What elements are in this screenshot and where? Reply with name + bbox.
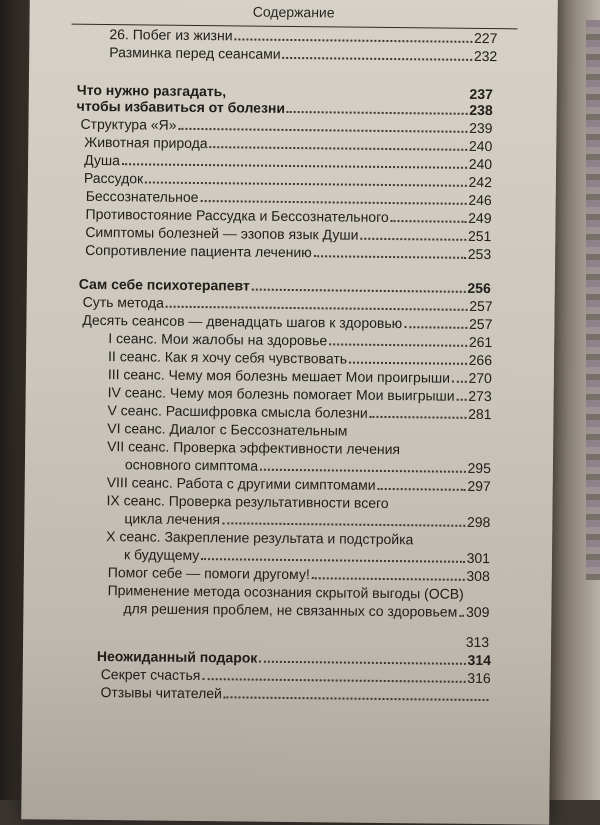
toc-entry-title: Секрет счастья <box>100 666 201 684</box>
toc-entry <box>108 330 492 350</box>
toc-entry-page: 308 <box>466 567 490 585</box>
toc-leader-dots <box>459 615 464 617</box>
book-page <box>21 0 558 825</box>
toc-entry <box>108 582 490 602</box>
toc-entry-page: 227 <box>473 29 498 47</box>
toc-entry-page: 251 <box>467 227 492 245</box>
toc-entry <box>106 492 490 512</box>
toc-leader-dots <box>259 661 465 665</box>
toc-leader-dots <box>457 399 467 401</box>
toc-entry <box>109 44 497 64</box>
toc-leader-dots <box>122 163 467 169</box>
toc-entry-page: 314 <box>467 651 491 669</box>
toc-entry-title: Сам себе психотерапевт <box>78 275 250 294</box>
toc-entry-page: 237 <box>469 85 493 103</box>
toc-entry-title: Душа <box>84 151 121 169</box>
toc-leader-dots <box>252 289 466 293</box>
toc-leader-dots <box>210 146 467 151</box>
toc-leader-dots <box>391 220 466 223</box>
toc-entry <box>84 134 492 154</box>
toc-entry-title: Структура «Я» <box>80 115 177 133</box>
toc-entry <box>107 474 491 494</box>
toc-entry-title: к будущему <box>123 546 200 564</box>
toc-leader-dots <box>145 181 466 186</box>
toc-entry <box>124 546 490 566</box>
toc-entry <box>100 684 490 704</box>
toc-entry-title: Суть метода <box>82 293 165 311</box>
toc-entry <box>109 26 497 46</box>
toc-entry <box>108 384 492 404</box>
toc-entry-title: VII сеанс. Проверка эффективности лечения <box>107 438 401 458</box>
toc-entry-page: 246 <box>468 191 492 209</box>
toc-entry-title: III сеанс. Чему моя болезнь мешает Мои проигрыши <box>107 366 451 386</box>
toc-entry <box>123 600 489 620</box>
toc-entry <box>84 170 492 190</box>
toc-entry-title: V сеанс. Расшифровка смысла болезни <box>107 402 368 421</box>
toc-entry-page: 309 <box>465 603 490 621</box>
toc-entry-page: 301 <box>466 549 491 567</box>
toc-entry-title: основного симптома <box>124 456 259 474</box>
toc-entry-page: 238 <box>469 101 493 119</box>
toc-entry-title: Животная природа <box>84 133 208 152</box>
toc-entry <box>108 348 492 368</box>
toc-entry-title: X сеанс. Закрепление результата и подстройка <box>106 528 414 548</box>
toc-leader-dots <box>287 111 467 115</box>
table-of-contents <box>21 0 558 825</box>
toc-entry-page: 281 <box>468 405 492 423</box>
toc-entry <box>125 456 491 476</box>
toc-entry <box>383 633 489 650</box>
toc-entry-page: 257 <box>468 315 493 333</box>
toc-entry-title: цикла лечения <box>124 510 221 528</box>
toc-entry-page: 316 <box>467 669 491 687</box>
toc-leader-dots <box>202 678 465 683</box>
toc-leader-dots <box>283 57 472 61</box>
toc-entry-page: 240 <box>468 155 493 173</box>
toc-entry-title: Симптомы болезней — эзопов язык Души <box>85 223 359 243</box>
toc-entry-title: Неожиданный подарок <box>96 647 258 666</box>
toc-entry-page: 256 <box>467 279 491 297</box>
toc-leader-dots <box>360 238 466 241</box>
toc-leader-dots <box>370 416 466 419</box>
toc-entry <box>124 510 490 530</box>
toc-entry-title: Сопротивление пациента лечению <box>85 241 312 261</box>
toc-leader-dots <box>452 381 467 383</box>
toc-leader-dots <box>260 469 465 473</box>
toc-leader-dots <box>314 255 466 259</box>
toc-leader-dots <box>200 200 466 205</box>
toc-leader-dots <box>178 128 467 133</box>
toc-entry <box>80 116 492 136</box>
toc-leader-dots <box>329 343 467 346</box>
toc-entry-title: Бессознательное <box>85 187 199 206</box>
toc-entry-page: 257 <box>469 297 493 315</box>
toc-entry-page: 240 <box>468 137 493 155</box>
toc-entry-page: 295 <box>467 459 492 477</box>
toc-entry-page: 270 <box>468 369 492 387</box>
toc-entry-title: Рассудок <box>83 169 144 187</box>
toc-entry-title: Применение метода осознания скрытой выгоды (ОСВ) <box>107 582 464 602</box>
toc-entry-page: 253 <box>467 245 492 263</box>
toc-entry <box>108 366 492 386</box>
toc-entry-title: VI сеанс. Диалог с Бессознательным <box>107 420 348 439</box>
book-edge-pattern <box>586 20 600 580</box>
toc-entry-title: I сеанс. Мои жалобы на здоровье <box>108 330 328 349</box>
toc-entry-title: Разминка перед сеансами <box>109 44 281 62</box>
toc-entry <box>107 438 491 458</box>
toc-entry-title: Отзывы читателей <box>100 684 223 702</box>
toc-entry-title: Что нужно разгадать, <box>76 81 227 100</box>
toc-leader-dots <box>201 558 464 563</box>
toc-entry-title: 26. Побег из жизни <box>109 26 233 44</box>
toc-entry-page: 273 <box>468 387 492 405</box>
toc-entry-title: для решения проблем, не связанных со здоровьем <box>123 600 458 620</box>
toc-leader-dots <box>222 522 465 527</box>
toc-entry <box>85 206 491 226</box>
toc-entry <box>83 294 493 314</box>
toc-entry <box>108 564 490 584</box>
toc-entry-page: 298 <box>466 513 491 531</box>
toc-section <box>97 648 491 668</box>
toc-entry-title: чтобы избавиться от болезни <box>76 97 286 116</box>
toc-leader-dots <box>349 362 467 365</box>
toc-entry-title: IV сеанс. Чему моя болезнь помогает Мои выигрыши <box>107 384 455 404</box>
toc-leader-dots <box>378 488 466 491</box>
toc-entry <box>84 152 492 172</box>
toc-entry-title: VIII сеанс. Работа с другими симптомами <box>106 474 376 493</box>
toc-entry <box>106 528 490 548</box>
toc-entry <box>101 666 491 686</box>
page-header: Содержание <box>252 3 335 21</box>
toc-entry <box>82 312 492 332</box>
toc-section <box>77 98 493 118</box>
toc-entry-page: 266 <box>468 351 493 369</box>
toc-entry-page: 239 <box>469 119 493 137</box>
toc-section <box>79 276 491 296</box>
toc-entry-page: 313 <box>465 633 490 651</box>
toc-entry-title: Противостояние Рассудка и Бессознательного <box>85 205 389 226</box>
toc-entry-title: Помог себе — помоги другому! <box>107 564 310 583</box>
toc-entry-page: 232 <box>473 47 498 65</box>
toc-entry-title: IX сеанс. Проверка результативности всего <box>106 492 389 512</box>
toc-entry-title: II сеанс. Как я хочу себя чувствовать <box>107 348 348 367</box>
toc-entry <box>86 188 492 208</box>
toc-entry <box>107 402 491 422</box>
toc-entry <box>85 242 491 262</box>
toc-entry-title: Десять сеансов — двенадцать шагов к здоровью <box>82 311 403 332</box>
toc-entry-page: 242 <box>468 173 492 191</box>
toc-entry <box>85 224 491 244</box>
toc-leader-dots <box>235 38 473 42</box>
toc-entry-page: 261 <box>468 333 493 351</box>
toc-leader-dots <box>224 696 489 701</box>
toc-entry-page: 249 <box>468 209 492 227</box>
toc-entry-page: 297 <box>467 477 491 495</box>
toc-leader-dots <box>312 577 465 581</box>
toc-leader-dots <box>166 306 467 311</box>
toc-entry <box>107 420 491 440</box>
toc-leader-dots <box>404 326 467 329</box>
